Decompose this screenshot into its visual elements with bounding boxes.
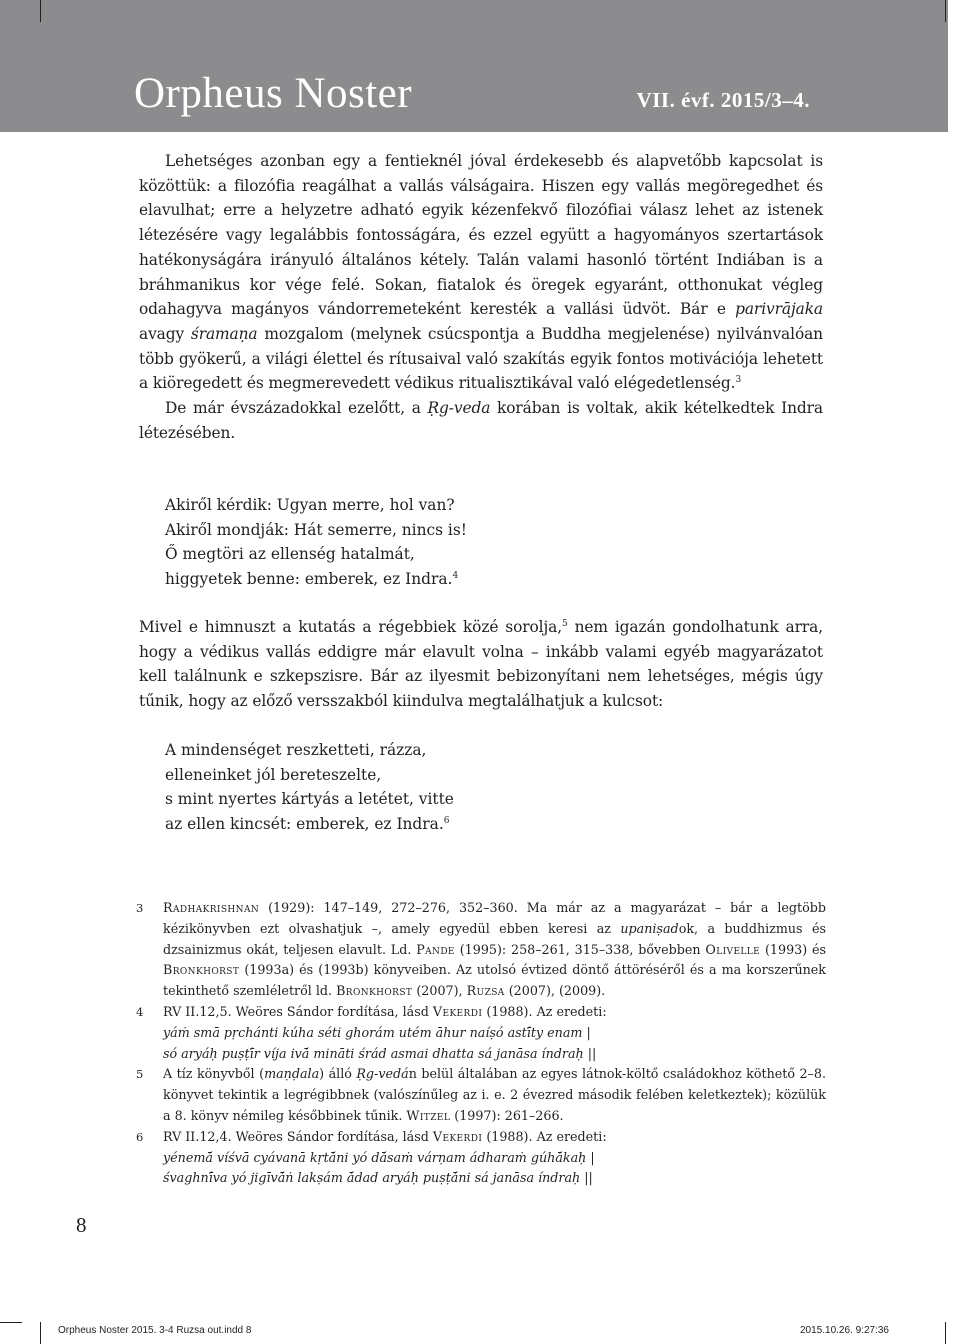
text: avagy (139, 324, 191, 343)
term: Ṛg-vedá (356, 1066, 409, 1082)
term: śramaṇa (190, 324, 258, 343)
term: upaniṣad (620, 920, 679, 936)
footnotes (136, 898, 826, 1189)
page-number: 8 (76, 1213, 87, 1237)
body-paragraph-1 (139, 149, 823, 445)
paragraph (139, 149, 823, 396)
verse-line: s mint nyertes kártyás a letétet, vitte (165, 790, 454, 808)
author: Olivelle (705, 941, 761, 957)
verse-line: higgyetek benne: emberek, ez Indra. (165, 569, 453, 588)
crop-mark (945, 0, 946, 22)
crop-mark (40, 1322, 41, 1344)
verse-line-last (165, 812, 785, 837)
text: ) álló (319, 1066, 357, 1082)
text: RV II.12,5. Weöres Sándor fordítása, lásd (163, 1003, 433, 1019)
text: De már évszázadokkal ezelőtt, a (165, 399, 428, 418)
verse-line: Akiről mondják: Hát semerre, nincs is! (165, 520, 467, 539)
text: (1995): 258–261, 315–338, bővebben (454, 941, 706, 957)
footnote-ref: 5 (562, 619, 568, 629)
crop-mark (948, 0, 960, 132)
journal-title: Orpheus Noster (134, 70, 413, 117)
author: Vekerdi (432, 1003, 483, 1019)
crop-mark (0, 1322, 22, 1323)
body-paragraph-3 (139, 615, 823, 714)
text: nem igazán gondolhatunk arra, hogy a védikus vallás eddigre már elavult volna – inkább valami egyéb magyarázatot kell találnunk e szkepszisre. Bár az ilyesmit bebizonyítani nem lehetséges, mégis úgy tűnik, hogy az előző versszakból kiindulva megtalálhatjuk a kulcsot: (139, 618, 823, 711)
text: (2007), (2009). (504, 983, 606, 999)
footnote-3 (136, 898, 826, 1002)
original-verse-line (163, 1168, 826, 1189)
sanskrit-line: yáṁ smā pṛchánti kúha séti ghorám utém āhur naíṣó astī́ty enam | (163, 1024, 591, 1040)
term: maṇḍala (264, 1066, 320, 1082)
slug-datetime: 2015.10.26. 9:27:36 (800, 1325, 889, 1336)
text: (1988). Az eredeti: (482, 1128, 607, 1144)
original-verse-line (163, 1148, 826, 1169)
footnote-4 (136, 1002, 826, 1064)
sanskrit-line: yénemā́ víśvā cyávanā kṛtā́ni yó dā́saṁ várṇam ádharaṁ gúhā́kaḥ | (163, 1149, 595, 1165)
text: Mivel e himnuszt a kutatás a régebbiek közé sorolja, (139, 618, 563, 636)
footnote-number: 4 (136, 1004, 144, 1019)
footnote-6 (136, 1127, 826, 1189)
footnote-number: 6 (136, 1129, 144, 1144)
term: Ṛg-veda (427, 399, 491, 418)
slug-file: Orpheus Noster 2015. 3-4 Ruzsa out.indd 8 (58, 1325, 252, 1336)
author: Bronkhorst (336, 983, 413, 999)
crop-mark (945, 1322, 946, 1344)
sanskrit-line: śvaghnī́va yó jigīvā́ṅ lakṣám ā́dad aryáḥ puṣṭā́ni sá janāsa índraḥ || (163, 1170, 593, 1186)
verse-line: elleneinket jól bereteszelte, (165, 765, 382, 784)
verse-line: az ellen kincsét: emberek, ez Indra. (165, 814, 444, 833)
text: (1929): 147–149, 272–276, 352–360. Ma már az a magyarázat – bár a legtöbb kézikönyvben ezt olvashatjuk –, amely egyedül ebben keresi az (163, 900, 826, 936)
text: RV II.12,4. Weöres Sándor fordítása, lásd (163, 1128, 433, 1144)
text: (2007), (412, 983, 467, 999)
issue-label: VII. évf. 2015/3–4. (636, 88, 810, 112)
footnote-ref: 3 (735, 375, 742, 386)
author: Vekerdi (432, 1128, 483, 1144)
author: Pande (416, 941, 455, 957)
author: Witzel (406, 1107, 451, 1123)
paragraph (139, 615, 823, 714)
text: mozgalom (melynek csúcspontja a Buddha megjelenése) nyilvánvalóan több gyökerű, a világi élettel és rítusaival való szakítás egyik fontos motivációja lehetett a kiöregedett és megmerevedett védikus ritualisztikával való elégedetlenség. (139, 324, 823, 393)
author: Bronkhorst (163, 962, 240, 978)
verse-line-last (165, 567, 785, 592)
verse-line: Ő megtöri az ellenség hatalmát, (165, 545, 415, 563)
verse-line: Akiről kérdik: Ugyan merre, hol van? (165, 496, 455, 514)
text: Lehetséges azonban egy a fentieknél jóval érdekesebb és alapvetőbb kapcsolat is közöttük: a filozófia reagálhat a vallás válságaira. Hiszen egy vallás megöregedhet és elavulhat; erre a helyzetre adható egyik kézenfekvő filozófiai válasz lehet az istenek létezésére vagy legalábbis fontosságára, és ezzel együtt a hagyományos szertartások hatékonyságára irányuló általános kétely. Talán valami hasonló történt Indiában is a bráhmanikus kor vége felé. Sokan, fiatalok és öregek egyaránt, otthonukat végleg odahagyva magányos vándorremeteként keresték a vallási üdvöt. Bár e (139, 152, 823, 319)
footnote-number: 3 (136, 901, 144, 915)
verse-block-1 (165, 493, 785, 591)
term: parivrājaka (735, 300, 823, 319)
crop-mark (40, 0, 41, 22)
original-verse-line (163, 1044, 826, 1065)
text: (1993a) és (1993b) könyveiben. Az utolsó évtized döntő áttöréséről és a ma korszerűnek tekinthető szemléletről ld. (163, 962, 826, 999)
verse-line: A mindenséget reszketteti, rázza, (165, 741, 427, 759)
text: ok, a buddhizmus és dzsainizmus okát, teljesen elavult. Ld. (163, 920, 826, 957)
text: (1997): 261–266. (450, 1107, 564, 1123)
header-band (0, 0, 960, 132)
footnote-number: 5 (136, 1067, 144, 1082)
verse-block-2 (165, 738, 785, 836)
text: n belül általában az egyes látnok-költő családokhoz köthető 2–8. könyvet tekintik a legrégibbnek (valószínűleg az i. e. 2 évezred második felében keletkeztek); közülük a 8. könyv némileg későbbinek tűnik. (163, 1066, 826, 1123)
original-verse-line (163, 1023, 826, 1044)
author: Radhakrishnan (163, 900, 260, 915)
text: A tíz könyvből ( (163, 1066, 265, 1082)
text: (1993) és (760, 941, 826, 957)
footnote-ref: 4 (452, 570, 459, 581)
text: (1988). Az eredeti: (482, 1003, 607, 1019)
author: Ruzsa (466, 983, 505, 999)
footnote-5 (136, 1064, 826, 1126)
text: korában is voltak, akik kételkedtek Indra létezésében. (139, 399, 823, 442)
paragraph (139, 396, 823, 445)
sanskrit-line: só aryáḥ puṣṭī́r víja ivā́ mināti śrád asmai dhatta sá janāsa índraḥ || (163, 1045, 597, 1061)
footnote-ref: 6 (443, 815, 450, 826)
